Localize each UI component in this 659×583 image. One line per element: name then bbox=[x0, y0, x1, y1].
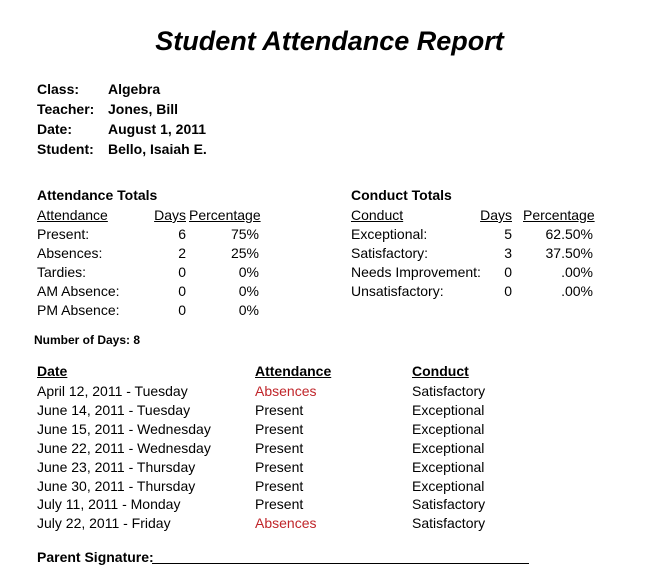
conduct-row-days: 3 bbox=[504, 245, 512, 261]
log-row-attendance: Present bbox=[255, 459, 304, 475]
teacher-label: Teacher: bbox=[37, 101, 95, 117]
conduct-row-pct: .00% bbox=[561, 264, 593, 280]
attendance-row-label: Present: bbox=[37, 226, 90, 242]
log-row-date: July 11, 2011 - Monday bbox=[37, 496, 181, 512]
log-row-attendance: Absences bbox=[255, 515, 317, 531]
attendance-row-pct: 75% bbox=[230, 226, 259, 242]
attendance-row-pct: 0% bbox=[238, 302, 259, 318]
log-row-attendance: Present bbox=[255, 421, 304, 437]
attendance-row-days: 0 bbox=[178, 264, 186, 280]
log-row-attendance: Present bbox=[255, 496, 304, 512]
log-row-conduct: Satisfactory bbox=[412, 515, 486, 531]
log-row-attendance: Present bbox=[255, 440, 304, 456]
conduct-row-label: Unsatisfactory: bbox=[351, 283, 444, 299]
attendance-row-days: 0 bbox=[178, 302, 186, 318]
teacher-value: Jones, Bill bbox=[108, 101, 179, 117]
conduct-col-header: Conduct bbox=[351, 207, 404, 223]
log-row-date: July 22, 2011 - Friday bbox=[37, 515, 171, 531]
class-label: Class: bbox=[37, 81, 80, 97]
log-row-attendance: Present bbox=[255, 478, 304, 494]
log-row-date: June 23, 2011 - Thursday bbox=[37, 459, 196, 475]
log-row-conduct: Satisfactory bbox=[412, 383, 486, 399]
attendance-row-pct: 25% bbox=[230, 245, 259, 261]
attendance-row-pct: 0% bbox=[238, 264, 259, 280]
conduct-row-pct: 37.50% bbox=[545, 245, 593, 261]
conduct-pct-header: Percentage bbox=[523, 207, 595, 223]
conduct-row-label: Satisfactory: bbox=[351, 245, 429, 261]
attendance-row-label: Absences: bbox=[37, 245, 103, 261]
conduct-totals-heading: Conduct Totals bbox=[351, 187, 452, 203]
log-row-conduct: Exceptional bbox=[412, 478, 485, 494]
attendance-days-header: Days bbox=[154, 207, 186, 223]
log-row-conduct: Satisfactory bbox=[412, 496, 486, 512]
log-row-attendance: Present bbox=[255, 402, 304, 418]
date-value: August 1, 2011 bbox=[108, 121, 207, 137]
attendance-row-days: 2 bbox=[178, 245, 186, 261]
conduct-row-pct: 62.50% bbox=[545, 226, 593, 242]
student-label: Student: bbox=[37, 141, 94, 157]
conduct-row-label: Needs Improvement: bbox=[351, 264, 481, 280]
date-label: Date: bbox=[37, 121, 73, 137]
conduct-row-days: 5 bbox=[504, 226, 512, 242]
report-title: Student Attendance Report bbox=[155, 26, 504, 56]
attendance-row-pct: 0% bbox=[238, 283, 259, 299]
conduct-row-days: 0 bbox=[504, 264, 512, 280]
log-row-attendance: Absences bbox=[255, 383, 317, 399]
log-row-conduct: Exceptional bbox=[412, 440, 485, 456]
attendance-pct-header: Percentage bbox=[189, 207, 261, 223]
attendance-row-days: 6 bbox=[178, 226, 186, 242]
log-row-date: June 30, 2011 - Thursday bbox=[37, 478, 196, 494]
conduct-row-days: 0 bbox=[504, 283, 512, 299]
number-of-days: Number of Days: 8 bbox=[34, 333, 141, 347]
parent-signature-label: Parent Signature: bbox=[37, 549, 154, 565]
class-value: Algebra bbox=[108, 81, 161, 97]
attendance-row-label: PM Absence: bbox=[37, 302, 120, 318]
parent-signature-line[interactable] bbox=[152, 563, 529, 564]
attendance-totals-heading: Attendance Totals bbox=[37, 187, 158, 203]
log-row-conduct: Exceptional bbox=[412, 402, 485, 418]
attendance-row-label: Tardies: bbox=[37, 264, 87, 280]
conduct-row-pct: .00% bbox=[561, 283, 593, 299]
conduct-days-header: Days bbox=[480, 207, 512, 223]
log-row-date: June 15, 2011 - Wednesday bbox=[37, 421, 211, 437]
log-row-date: April 12, 2011 - Tuesday bbox=[37, 383, 188, 399]
log-row-date: June 14, 2011 - Tuesday bbox=[37, 402, 191, 418]
log-row-conduct: Exceptional bbox=[412, 459, 485, 475]
log-attendance-header: Attendance bbox=[255, 363, 332, 379]
log-row-conduct: Exceptional bbox=[412, 421, 485, 437]
attendance-row-days: 0 bbox=[178, 283, 186, 299]
log-conduct-header: Conduct bbox=[412, 363, 469, 379]
attendance-col-header: Attendance bbox=[37, 207, 108, 223]
conduct-row-label: Exceptional: bbox=[351, 226, 428, 242]
log-date-header: Date bbox=[37, 363, 68, 379]
log-row-date: June 22, 2011 - Wednesday bbox=[37, 440, 211, 456]
attendance-row-label: AM Absence: bbox=[37, 283, 120, 299]
student-value: Bello, Isaiah E. bbox=[108, 141, 207, 157]
